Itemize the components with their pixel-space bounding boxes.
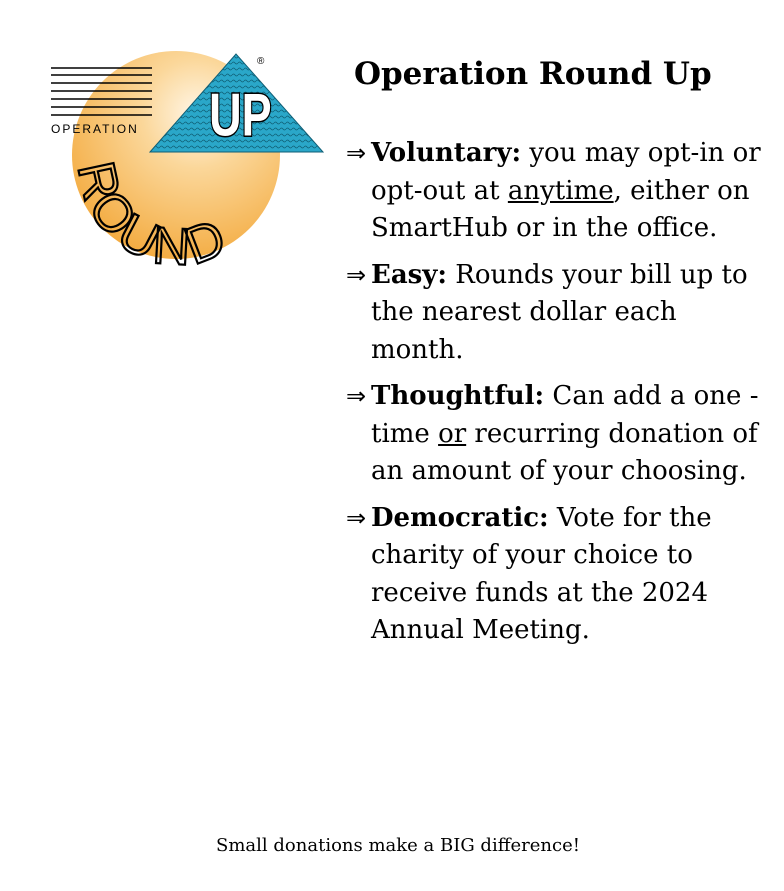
list-item-thoughtful (346, 378, 766, 491)
item-label: Voluntary: (371, 138, 522, 168)
item-underlined: anytime (507, 175, 614, 206)
registered-mark: ® (257, 56, 265, 67)
operation-round-up-logo (40, 42, 330, 272)
list-item-democratic (346, 500, 766, 650)
item-text: Vote for the charity of your choice to receive funds at the 2024 Annual Meeting. (371, 502, 712, 645)
logo-round-text: ROUND (65, 156, 237, 272)
item-text: you may opt-in or opt-out at (371, 138, 761, 206)
item-text: Can add a one -time (371, 381, 759, 449)
list-item-easy (346, 257, 766, 370)
item-label: Thoughtful: (371, 381, 545, 411)
double-arrow-icon: ⇒ (346, 382, 367, 410)
double-arrow-icon: ⇒ (346, 503, 367, 532)
item-text-end: , either on SmartHub or in the office. (371, 175, 750, 243)
page-title: Operation Round Up (354, 56, 712, 92)
logo-up-text: UP (209, 82, 272, 150)
double-arrow-icon: ⇒ (346, 139, 367, 167)
logo-operation-text: OPERATION (51, 122, 139, 136)
item-text: Rounds your bill up to the nearest dollar each month. (371, 259, 748, 365)
item-underlined: or (438, 418, 467, 449)
double-arrow-icon: ⇒ (346, 260, 367, 289)
item-text-end: recurring donation of an amount of your choosing. (371, 418, 758, 486)
list-item-voluntary (346, 135, 766, 248)
footer-tagline: Small donations make a BIG difference! (216, 835, 580, 856)
item-label: Democratic: (371, 502, 549, 533)
item-label: Easy: (371, 259, 448, 290)
feature-list (346, 135, 766, 659)
